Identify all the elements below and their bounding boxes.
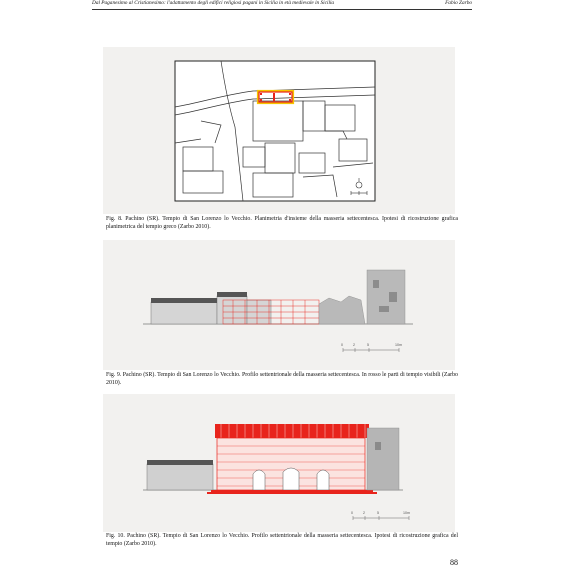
scale-label-5: 5 <box>367 343 369 347</box>
running-header <box>92 0 472 10</box>
figure-10-caption: Fig. 10. Pachino (SR). Tempio di San Lorenzo lo Vecchio. Profilo settentrionale della masseria settecentesca. Ipotesi di ricostruzione grafica del tempio (Zarbo 2010). <box>106 533 458 547</box>
scale-label-10m: 10m <box>395 343 402 347</box>
page-number: 88 <box>450 558 458 567</box>
elevation-drawing <box>103 240 455 370</box>
figure-10-reconstruction <box>103 394 455 532</box>
header-title: Dal Paganesimo al Cristianesimo: l'adattamento degli edifici religiosi pagani in Sicilia in età medievale in Sicilia <box>92 0 335 6</box>
scale-label-10m: 10m <box>403 511 410 515</box>
scale-label-0: 0 <box>341 343 343 347</box>
figure-8-caption: Fig. 8. Pachino (SR). Tempio di San Lorenzo lo Vecchio. Planimetria d'insieme della masseria settecentesca. Ipotesi di ricostruzione grafica planimetrica del tempio greco (Zarbo 2010). <box>106 216 458 230</box>
scale-label-5: 5 <box>377 511 379 515</box>
site-plan-drawing <box>103 47 455 214</box>
figure-9-caption: Fig. 9. Pachino (SR). Tempio di San Lorenzo lo Vecchio. Profilo settentrionale della masseria settecentesca. In rosso le parti di tempio visibili (Zarbo 2010). <box>106 372 458 386</box>
figure-8-plan <box>103 47 455 214</box>
figure-9-elevation <box>103 240 455 370</box>
header-author: Fabio Zarbo <box>445 0 472 6</box>
reconstruction-drawing <box>103 394 455 532</box>
scale-label-2: 2 <box>363 511 365 515</box>
scale-label-0: 0 <box>351 511 353 515</box>
scale-label-2: 2 <box>353 343 355 347</box>
